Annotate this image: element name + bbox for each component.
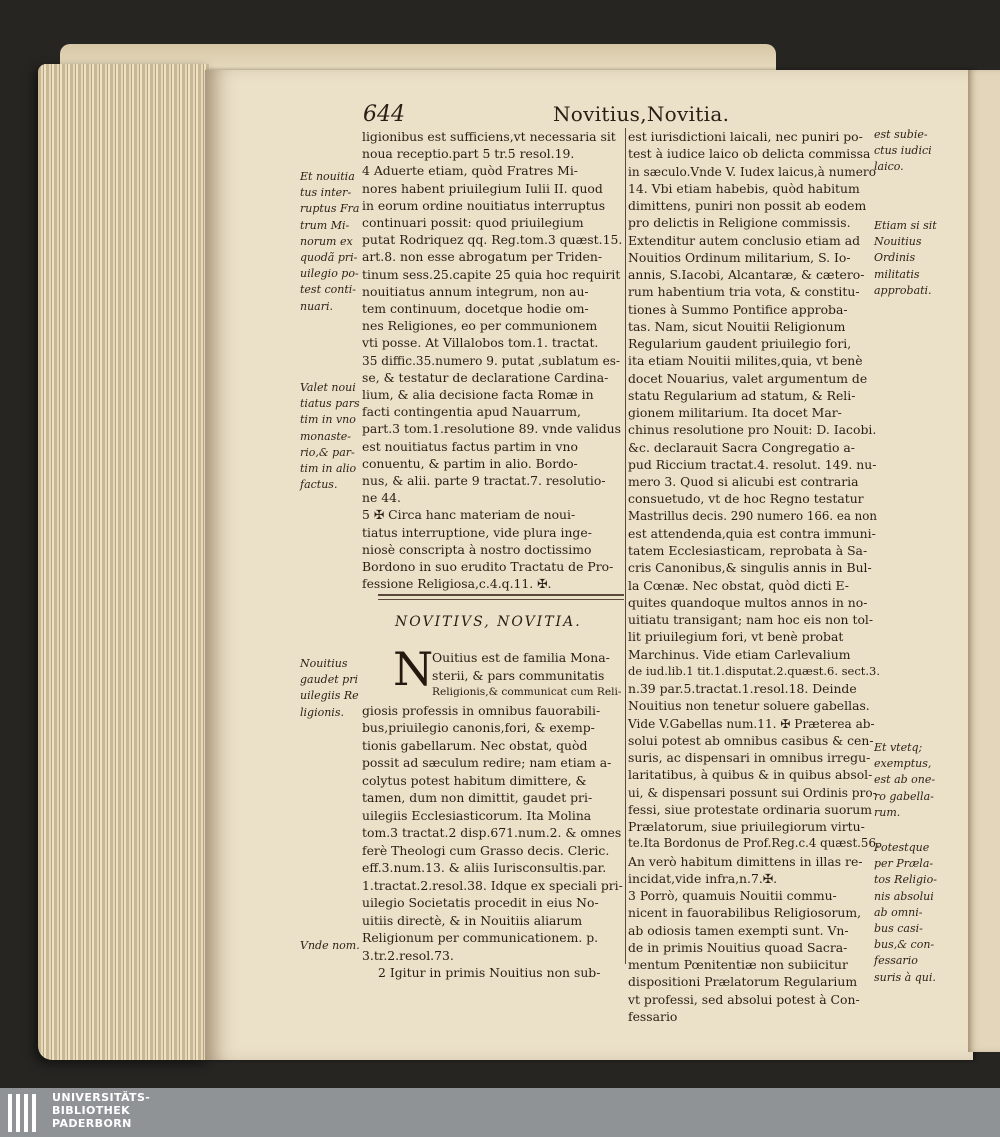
text-line: continuari possit: quod priuilegium	[362, 215, 584, 230]
text-line: conuentu, & partim in alio. Bordo-	[362, 455, 578, 471]
section-divider	[378, 594, 624, 596]
text-line: pud Riccium tractat.4. resolut. 149. nu-	[628, 456, 877, 472]
margin-note-line: Nouitius	[300, 657, 348, 670]
text-line: est attendenda,quia est contra immuni-	[628, 525, 876, 541]
margin-note-line: militatis	[874, 267, 920, 281]
margin-note-line: ab omni-	[874, 905, 923, 919]
text-line: tem continuum, docetque hodie om-	[362, 301, 589, 316]
text-line: Religionis,& communicat cum Reli-	[432, 686, 622, 698]
margin-note-line: fessario	[874, 954, 918, 968]
text-line: te.Ita Bordonus de Prof.Reg.c.4 quæst.56.	[628, 836, 880, 851]
margin-note-line: test conti-	[300, 283, 357, 297]
text-line: dispositioni Prælatorum Regularium	[628, 974, 858, 990]
text-line: &c. declarauit Sacra Congregatio a-	[628, 439, 855, 455]
text-line: noua receptio.part 5 tr.5 resol.19.	[362, 146, 575, 162]
text-line: tiones à Summo Pontifice approba-	[628, 301, 848, 317]
text-line: cris Canonibus,& singulis annis in Bul-	[628, 560, 872, 576]
library-name	[52, 1091, 150, 1130]
text-line: uitiis directè, & in Nouitiis aliarum	[362, 912, 583, 928]
text-line: Prælatorum, siue priuilegiorum virtu-	[628, 819, 865, 834]
text-line: incidat,vide infra,n.7.✠.	[628, 870, 778, 886]
library-name-line-1: UNIVERSITÄTS-	[52, 1091, 151, 1104]
text-line: part.3 tom.1.resolutione 89. vnde validus	[362, 421, 622, 437]
margin-note-line: Valet noui	[300, 381, 356, 394]
margin-note-line: rum.	[874, 805, 901, 819]
text-line: nouitiatus annum integrum, non au-	[362, 283, 589, 299]
margin-note-line: rio,& par-	[300, 445, 355, 459]
text-line: tom.3 tractat.2 disp.671.num.2. & omnes	[362, 825, 622, 840]
text-line: Nouitius non tenetur soluere gabellas.	[628, 698, 870, 714]
text-line: Ouitius est de familia Mona-	[432, 650, 610, 665]
text-line: Religionum per communicationem. p.	[362, 930, 599, 945]
margin-note-line: Potestque	[874, 841, 930, 854]
text-line: dimittens, puniri non possit ab eodem	[628, 198, 867, 213]
text-line: quites quandoque multos annos in no-	[628, 594, 868, 610]
margin-note-line: uilegio po-	[300, 267, 359, 281]
text-line: annis, S.Iacobi, Alcantaræ, & cætero-	[628, 267, 865, 282]
text-line: ferè Theologi cum Grasso decis. Cleric.	[362, 842, 610, 858]
margin-note-line: tus inter-	[300, 186, 352, 200]
text-line: Mastrillus decis. 290 numero 166. ea non	[628, 508, 877, 523]
text-line: possit ad sæculum redire; nam etiam a-	[362, 755, 612, 770]
text-line: consuetudo, vt de hoc Regno testatur	[628, 491, 864, 507]
text-line: eff.3.num.13. & aliis Iurisconsultis.par.	[362, 860, 607, 875]
text-line: nores habent priuilegium Iulii II. quod	[362, 180, 603, 196]
text-line: vti posse. At Villalobos tom.1. tractat.	[362, 335, 599, 351]
margin-note-line: tim in alio	[300, 462, 357, 475]
text-line: tamen, dum non dimittit, gaudet pri-	[362, 790, 593, 805]
text-line: rum habentium tria vota, & constitu-	[628, 284, 860, 300]
margin-note-line: Etiam si sit	[874, 219, 937, 232]
text-line: Regularium gaudent priuilegio fori,	[628, 336, 852, 351]
drop-cap: N	[393, 642, 434, 696]
margin-note-line: quodã pri-	[300, 251, 358, 264]
margin-note-line: Ordinis	[874, 251, 916, 265]
text-line: 3.tr.2.resol.73.	[362, 947, 454, 963]
text-line: 5 ✠ Circa hanc materiam de noui-	[362, 507, 576, 523]
text-line: mentum Pœnitentiæ non subiicitur	[628, 957, 848, 972]
text-line: n.39 par.5.tractat.1.resol.18. Deinde	[628, 681, 857, 696]
text-line: lium, & alia decisione facta Romæ in	[362, 387, 594, 402]
text-line: ab odiosis tamen exempti sunt. Vn-	[628, 922, 849, 938]
text-line: ita etiam Nouitii milites,quia, vt benè	[628, 353, 863, 369]
margin-note-line: tiatus pars	[300, 397, 360, 411]
text-line: 3 Porrò, quamuis Nouitii commu-	[628, 888, 837, 903]
text-line: laritatibus, à quibus & in quibus absol-	[628, 767, 873, 783]
margin-note-line: ro gabella-	[874, 789, 934, 803]
text-line: nes Religiones, eo per communionem	[362, 318, 598, 334]
text-line: test à iudice laico ob delicta commissa	[628, 146, 871, 162]
text-line: lit priuilegium fori, vt benè probat	[628, 629, 844, 645]
margin-note-line: uilegiis Re	[300, 689, 359, 703]
text-line: solui potest ab omnibus casibus & cen-	[628, 732, 874, 748]
margin-note-line: Et nouitia	[300, 170, 355, 183]
column-rule	[625, 128, 626, 964]
text-line: se, & testatur de declaratione Cardina-	[362, 369, 609, 385]
text-line: facti contingentia apud Nauarrum,	[362, 404, 581, 420]
margin-note-line: factus.	[300, 478, 338, 492]
text-line: de in primis Nouitius quoad Sacra-	[628, 939, 848, 955]
margin-note-line: per Præla-	[874, 857, 934, 871]
text-line: tas. Nam, sicut Nouitii Religionum	[628, 318, 846, 334]
facing-page-edge	[968, 70, 1000, 1052]
text-line: ne 44.	[362, 490, 401, 506]
text-line: tinum sess.25.capite 25 quia hoc requirit	[362, 266, 621, 282]
margin-note-line: ruptus Fra	[300, 202, 360, 216]
text-line: gionem militarium. Ita docet Mar-	[628, 405, 842, 420]
page-number: 644	[363, 102, 405, 127]
margin-note-line: suris à qui.	[874, 970, 936, 984]
text-line: 1.tractat.2.resol.38. Idque ex speciali pri-	[362, 877, 623, 893]
margin-note-line: norum ex	[300, 234, 353, 248]
margin-note-line: trum Mi-	[300, 218, 350, 232]
library-name-line-3: PADERBORN	[52, 1117, 132, 1130]
text-line: Bordono in suo erudito Tractatu de Pro-	[362, 559, 614, 574]
text-line: 4 Aduerte etiam, quòd Fratres Mi-	[362, 163, 578, 179]
margin-note-line: est ab one-	[874, 773, 936, 787]
library-logo-icon	[8, 1094, 48, 1132]
margin-note-line: ctus iudici	[874, 144, 932, 158]
text-line: uitiatu transigant; nam hoc eis non tol-	[628, 612, 874, 627]
text-line: fessario	[628, 1008, 678, 1024]
text-line: 35 diffic.35.numero 9. putat ,sublatum es-	[362, 353, 621, 368]
running-head: Novitius,Novitia.	[553, 102, 730, 126]
text-line: putat Rodriquez qq. Reg.tom.3 quæst.15.	[362, 232, 623, 248]
text-line: tatem Ecclesiasticam, reprobata à Sa-	[628, 543, 868, 558]
text-line: pro delictis in Religione commissis.	[628, 215, 851, 231]
text-line: mero 3. Quod si alicubi est contraria	[628, 474, 859, 489]
text-line: statu Regularium ad statum, & Reli-	[628, 387, 856, 403]
text-line: in eorum ordine nouitiatus interruptus	[362, 197, 606, 213]
margin-note-line: ligionis.	[300, 705, 344, 719]
text-line: 2 Igitur in primis Nouitius non sub-	[378, 965, 601, 980]
section-divider-thin	[378, 599, 624, 600]
text-line: giosis professis in omnibus fauorabili-	[362, 702, 601, 718]
text-line: Marchinus. Vide etiam Carlevalium	[628, 646, 851, 662]
text-line: Nouitios Ordinum militarium, S. Io-	[628, 249, 851, 265]
library-name-line-2: BIBLIOTHEK	[52, 1104, 131, 1117]
text-line: ligionibus est sufficiens,vt necessaria sit	[362, 129, 616, 144]
margin-note-line: tim in vno	[300, 413, 356, 427]
text-line: ui, & dispensari possunt sui Ordinis pro-	[628, 785, 877, 800]
text-line: uilegio Societatis procedit in eius No-	[362, 895, 599, 910]
book-page-edges	[38, 64, 210, 1060]
text-line: est iurisdictioni laicali, nec puniri po-	[628, 129, 863, 144]
text-line: niosè conscripta à nostro doctissimo	[362, 541, 592, 557]
margin-note-line: gaudet pri	[300, 673, 358, 687]
margin-note-line: monaste-	[300, 429, 351, 443]
margin-note-line: tos Religio-	[874, 873, 937, 887]
text-line: in sæculo.Vnde V. Iudex laicus,à numero	[628, 164, 876, 179]
text-line: sterii, & pars communitatis	[432, 667, 605, 683]
text-line: est nouitiatus factus partim in vno	[362, 438, 578, 454]
text-line: docet Nouarius, valet argumentum de	[628, 370, 868, 386]
margin-note-line: exemptus,	[874, 757, 932, 771]
margin-note-line: Vnde nom.	[300, 939, 360, 952]
text-line: 14. Vbi etiam habebis, quòd habitum	[628, 180, 860, 196]
section-title: NOVITIVS, NOVITIA.	[395, 614, 582, 630]
text-line: An verò habitum dimittens in illas re-	[628, 853, 863, 869]
text-line: bus,priuilegio canonis,fori, & exemp-	[362, 720, 595, 735]
margin-note-line: bus,& con-	[874, 938, 935, 952]
text-line: nus, & alii. parte 9 tractat.7. resolutio-	[362, 473, 606, 488]
margin-note-line: est subie-	[874, 128, 928, 141]
text-line: nicent in fauorabilibus Religiosorum,	[628, 905, 862, 921]
text-line: chinus resolutione pro Nouit: D. Iacobi.	[628, 422, 877, 438]
margin-note-line: Et vtetq;	[874, 741, 923, 754]
margin-note-line: bus casi-	[874, 922, 923, 935]
text-line: suris, ac dispensari in omnibus irregu-	[628, 750, 871, 765]
text-line: fessi, siue protestate ordinaria suorum	[628, 801, 872, 817]
text-line: fessione Religiosa,c.4.q.11. ✠.	[362, 576, 552, 592]
text-line: vt professi, sed absolui potest à Con-	[628, 991, 860, 1007]
margin-note-line: nuari.	[300, 299, 333, 313]
text-line: Vide V.Gabellas num.11. ✠ Præterea ab-	[628, 716, 875, 731]
library-footer	[0, 1088, 1000, 1137]
text-line: de iud.lib.1 tit.1.disputat.2.quæst.6. sect.3.	[628, 663, 881, 678]
text-line: uilegiis Ecclesiasticorum. Ita Molina	[362, 807, 592, 823]
text-line: tiatus interruptione, vide plura inge-	[362, 524, 592, 540]
text-line: Extenditur autem conclusio etiam ad	[628, 232, 861, 248]
margin-note-line: Nouitius	[874, 235, 922, 249]
margin-note-line: nis absolui	[874, 889, 934, 903]
text-line: colytus potest habitum dimittere, &	[362, 772, 587, 788]
margin-note-line: approbati.	[874, 283, 932, 297]
text-line: art.8. non esse abrogatum per Triden-	[362, 249, 603, 265]
margin-note-line: laico.	[874, 160, 904, 174]
text-line: tionis gabellarum. Nec obstat, quòd	[362, 737, 588, 753]
text-line: la Cœnæ. Nec obstat, quòd dicti E-	[628, 577, 849, 593]
